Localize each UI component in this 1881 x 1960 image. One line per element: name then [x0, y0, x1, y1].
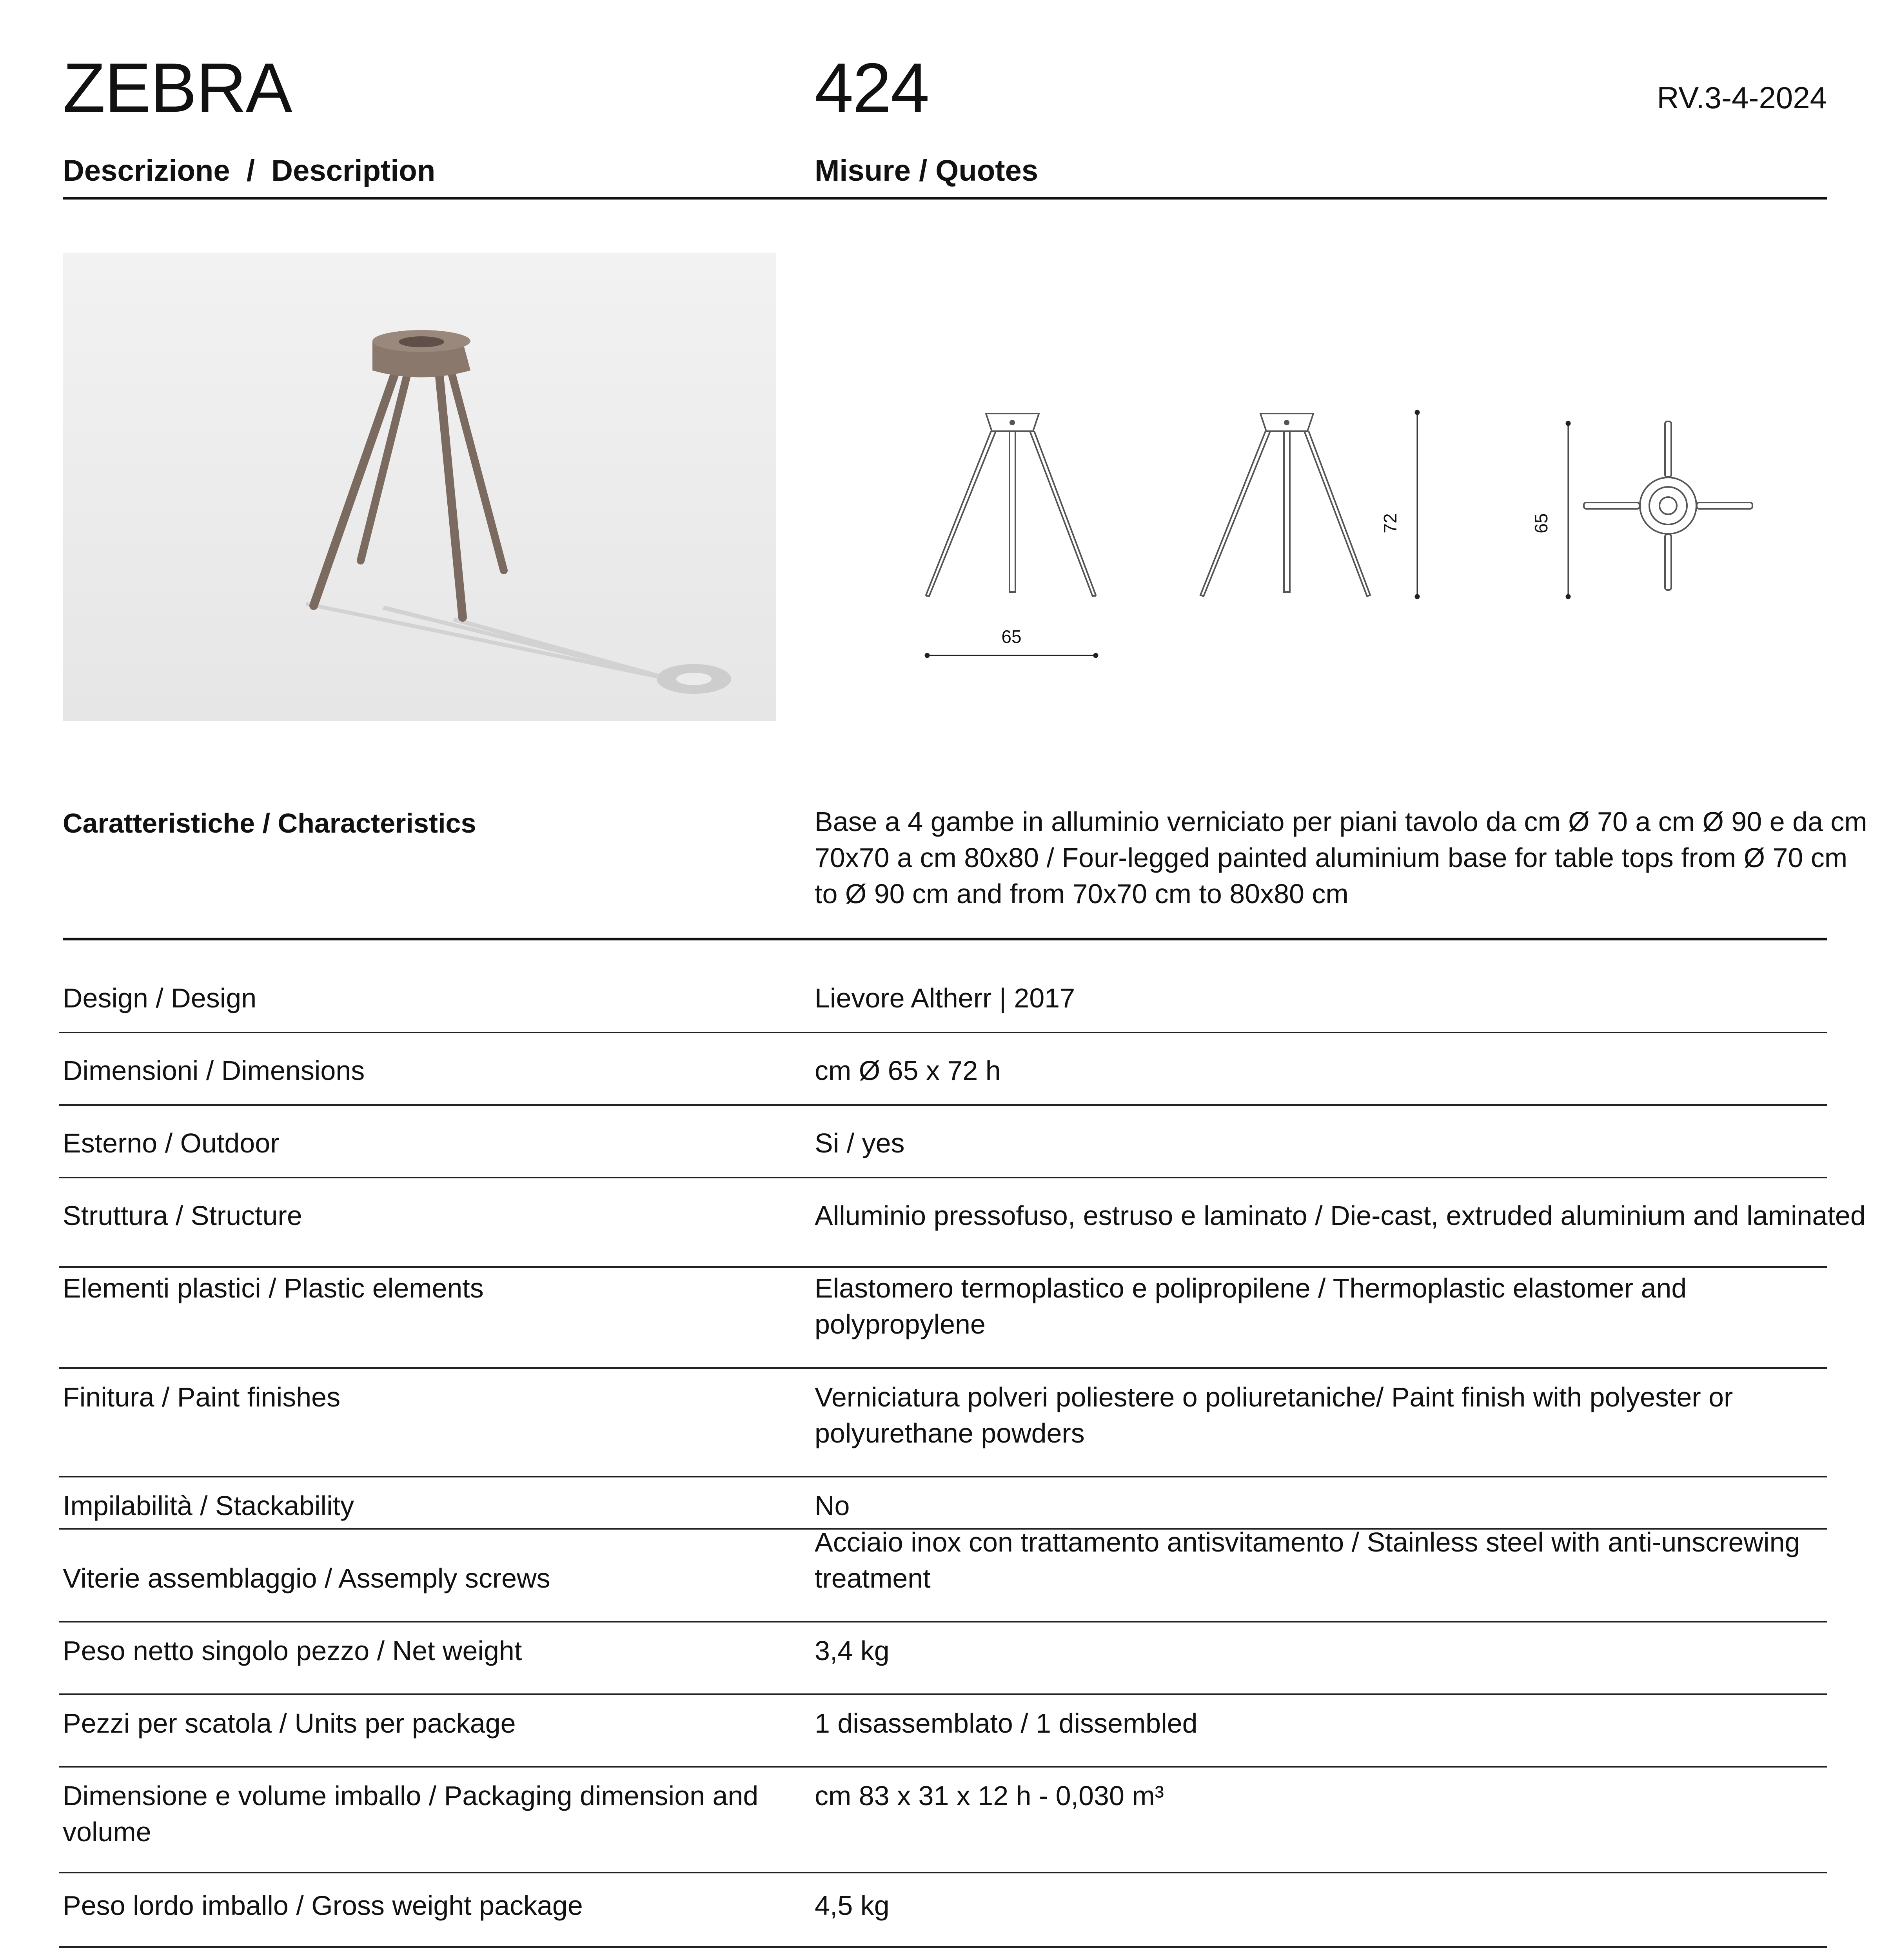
- spec-label: [63, 980, 796, 1016]
- spec-label-line: Finitura / Paint finishes: [63, 1382, 341, 1412]
- row-divider: [59, 1266, 1827, 1268]
- spec-value-line: cm 83 x 31 x 12 h - 0,030 m³: [815, 1780, 1164, 1811]
- spec-label: [63, 1053, 796, 1089]
- height-dimension-label: 72: [1380, 513, 1400, 534]
- row-divider: [59, 1872, 1827, 1873]
- top-view: [1584, 421, 1752, 590]
- spec-label-line: Struttura / Structure: [63, 1200, 302, 1231]
- spec-value-line: No: [815, 1490, 850, 1521]
- technical-drawing: [902, 392, 1803, 674]
- row-divider: [59, 1104, 1827, 1106]
- spec-label-line: Impilabilità / Stackability: [63, 1490, 354, 1521]
- row-divider: [59, 1177, 1827, 1178]
- spec-value: [815, 1524, 1826, 1596]
- spec-label: [63, 1633, 796, 1669]
- spec-value-line: Elastomero termoplastico e polipropilene / Thermoplastic elastomer and: [815, 1273, 1687, 1303]
- spec-label: [63, 1488, 796, 1524]
- product-photo: [63, 253, 776, 721]
- revision-label: RV.3-4-2024: [1657, 80, 1827, 115]
- spec-label-line: Pezzi per scatola / Units per package: [63, 1708, 516, 1739]
- spec-label: [63, 1379, 796, 1415]
- header-rule: [63, 197, 1827, 200]
- spec-label-line: Dimensione e volume imballo / Packaging dimension and: [63, 1780, 759, 1811]
- spec-label: [63, 1560, 796, 1596]
- spec-label: [63, 1198, 796, 1234]
- top-view-dimension-label: 65: [1531, 513, 1551, 534]
- characteristics-line: 70x70 a cm 80x80 / Four-legged painted aluminium base for table tops from Ø 70 cm: [815, 842, 1848, 873]
- spec-value-line: Lievore Altherr | 2017: [815, 983, 1075, 1013]
- spec-value: [815, 1778, 1826, 1814]
- spec-value: [815, 1633, 1826, 1669]
- spec-value: [815, 1379, 1826, 1451]
- row-divider: [59, 1946, 1827, 1948]
- spec-value-line: 4,5 kg: [815, 1890, 890, 1921]
- row-divider: [59, 1621, 1827, 1622]
- spec-label-line: volume: [63, 1817, 151, 1847]
- spec-label: [63, 1125, 796, 1161]
- characteristics-text: [815, 804, 1867, 912]
- characteristics-line: Base a 4 gambe in alluminio verniciato per piani tavolo da cm Ø 70 a cm Ø 90 e da cm: [815, 806, 1867, 837]
- spec-value-line: 1 disassemblato / 1 dissembled: [815, 1708, 1198, 1739]
- spec-label: [63, 1887, 796, 1924]
- spec-label-line: Viterie assemblaggio / Assemply screws: [63, 1563, 550, 1593]
- spec-label: [63, 1778, 796, 1850]
- spec-value-line: Si / yes: [815, 1128, 905, 1158]
- spec-label-line: Dimensioni / Dimensions: [63, 1055, 365, 1086]
- spec-value: [815, 1198, 1866, 1234]
- product-name: ZEBRA: [63, 49, 292, 127]
- characteristics-label: Caratteristiche / Characteristics: [63, 808, 476, 838]
- spec-value: [815, 1887, 1826, 1924]
- spec-value-line: cm Ø 65 x 72 h: [815, 1055, 1001, 1086]
- row-divider: [59, 1032, 1827, 1033]
- spec-label-line: Peso lordo imballo / Gross weight package: [63, 1890, 583, 1921]
- spec-value-line: treatment: [815, 1563, 931, 1593]
- characteristics-rule: [63, 938, 1827, 940]
- spec-label: [63, 1705, 796, 1741]
- spec-value-line: polypropylene: [815, 1309, 986, 1339]
- row-divider: [59, 1693, 1827, 1695]
- product-code: 424: [815, 49, 929, 127]
- spec-value: [815, 1488, 1826, 1524]
- spec-value: [815, 1705, 1826, 1741]
- spec-value: [815, 1270, 1826, 1342]
- description-heading: Descrizione / Description: [63, 154, 436, 187]
- spec-label: [63, 1270, 796, 1306]
- spec-value-line: Alluminio pressofuso, estruso e laminato / Die-cast, extruded aluminium and laminated: [815, 1200, 1866, 1231]
- width-dimension-label: 65: [1001, 626, 1022, 647]
- row-divider: [59, 1367, 1827, 1369]
- side-view: [1200, 414, 1370, 596]
- spec-label-line: Peso netto singolo pezzo / Net weight: [63, 1635, 522, 1666]
- spec-label-line: Design / Design: [63, 983, 257, 1013]
- spec-value-line: Verniciatura polveri poliestere o poliuretaniche/ Paint finish with polyester or: [815, 1382, 1733, 1412]
- characteristics-line: to Ø 90 cm and from 70x70 cm to 80x80 cm: [815, 878, 1349, 909]
- spec-value: [815, 1053, 1826, 1089]
- spec-value: [815, 1125, 1826, 1161]
- row-divider: [59, 1476, 1827, 1477]
- row-divider: [59, 1766, 1827, 1768]
- spec-value-line: 3,4 kg: [815, 1635, 890, 1666]
- front-view: [926, 414, 1096, 596]
- measures-heading: Misure / Quotes: [815, 154, 1039, 187]
- spec-value: [815, 980, 1826, 1016]
- spec-label-line: Elementi plastici / Plastic elements: [63, 1273, 484, 1303]
- spec-value-line: Acciaio inox con trattamento antisvitamento / Stainless steel with anti-unscrewing: [815, 1527, 1800, 1557]
- spec-label-line: Esterno / Outdoor: [63, 1128, 280, 1158]
- base-illustration: [63, 253, 776, 721]
- spec-value-line: polyurethane powders: [815, 1418, 1085, 1448]
